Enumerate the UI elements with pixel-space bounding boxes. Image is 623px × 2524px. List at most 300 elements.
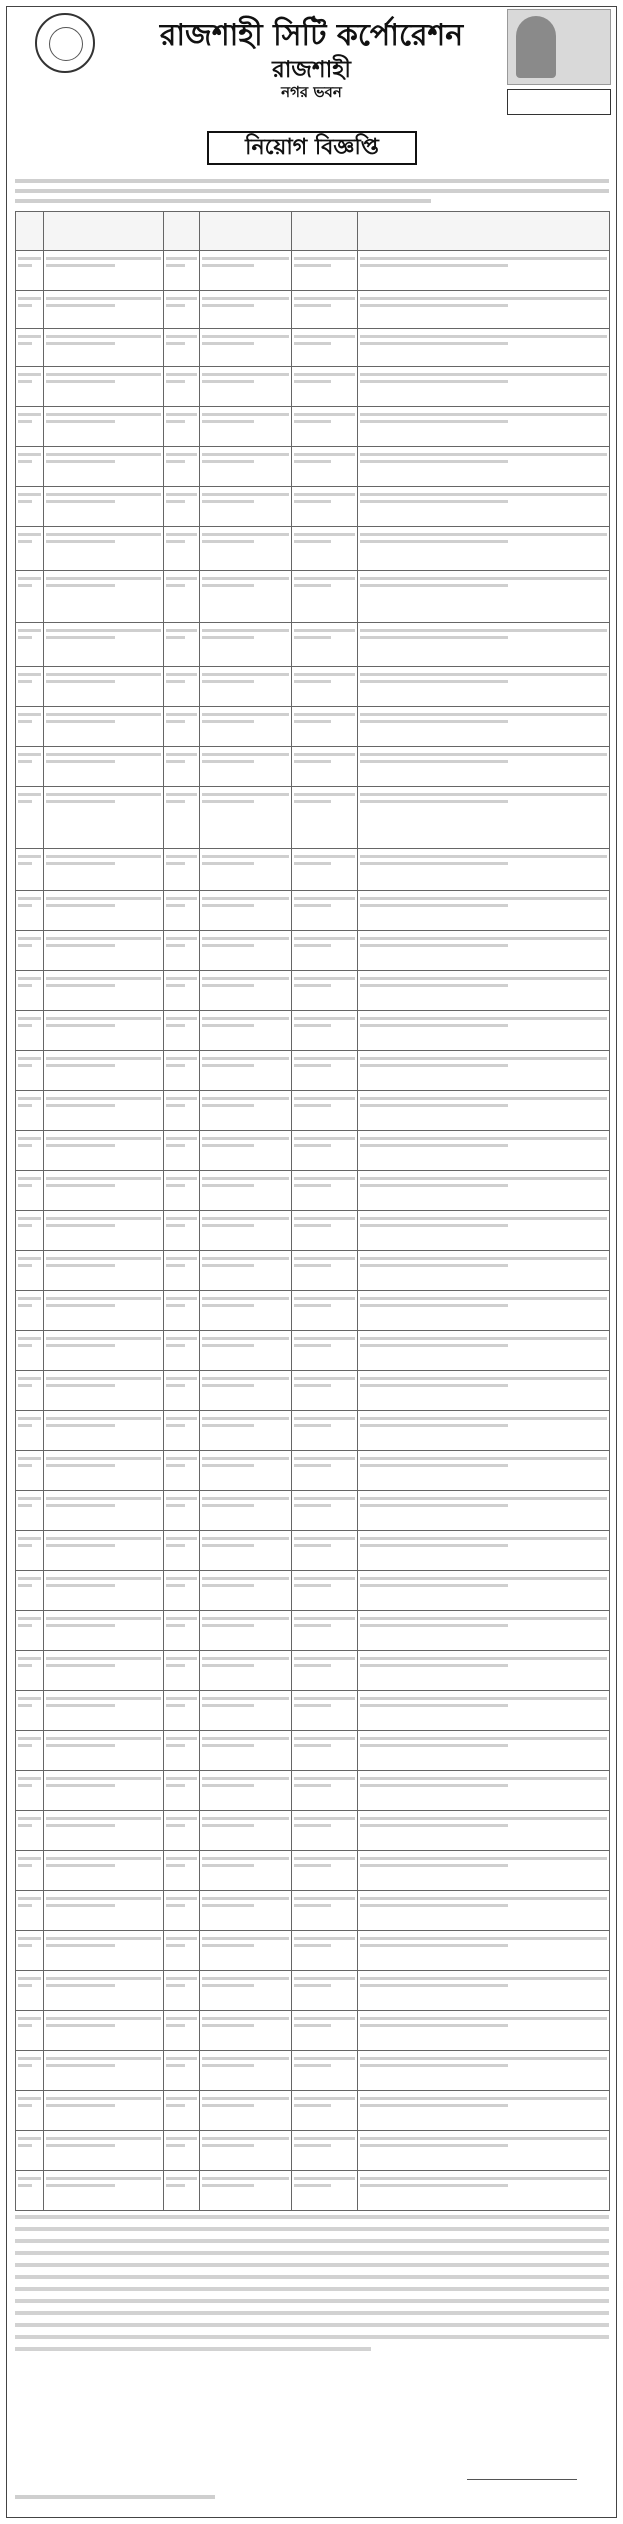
table-row [16,571,610,623]
table-cell [358,1811,610,1851]
table-cell [44,1331,164,1371]
table-row [16,1651,610,1691]
table-cell [16,1531,44,1571]
table-cell [164,407,200,447]
table-cell [292,1251,358,1291]
table-row [16,1611,610,1651]
table-row [16,1011,610,1051]
table-cell [358,2051,610,2091]
table-cell [200,1931,292,1971]
table-cell [292,2131,358,2171]
table-cell [292,329,358,367]
table-cell [164,1131,200,1171]
table-cell [44,2011,164,2051]
table-cell [44,1731,164,1771]
table-cell [164,2131,200,2171]
table-cell [44,571,164,623]
table-row [16,931,610,971]
table-cell [16,1091,44,1131]
table-cell [164,1331,200,1371]
table-cell [292,1531,358,1571]
table-cell [16,447,44,487]
table-cell [16,931,44,971]
table-cell [164,1371,200,1411]
table-cell [164,1611,200,1651]
table-cell [16,407,44,447]
table-cell [358,971,610,1011]
table-cell [200,747,292,787]
col-serial [16,212,44,251]
table-cell [16,667,44,707]
table-row [16,407,610,447]
table-cell [16,2091,44,2131]
table-cell [358,571,610,623]
table-cell [44,747,164,787]
table-cell [200,251,292,291]
document-page [6,6,617,2518]
table-row [16,1971,610,2011]
table-cell [292,251,358,291]
table-cell [292,891,358,931]
table-row [16,1491,610,1531]
table-cell [164,1891,200,1931]
table-cell [358,2171,610,2211]
table-cell [164,1451,200,1491]
table-cell [164,1571,200,1611]
table-row [16,747,610,787]
table-header-row [16,212,610,251]
table-cell [358,747,610,787]
table-cell [358,527,610,571]
table-cell [16,1211,44,1251]
table-cell [16,1451,44,1491]
table-cell [44,1011,164,1051]
table-cell [292,1011,358,1051]
table-cell [358,407,610,447]
table-cell [164,527,200,571]
table-cell [292,1171,358,1211]
terms-section [15,2207,609,2447]
table-cell [44,291,164,329]
table-cell [200,2131,292,2171]
table-cell [358,1051,610,1091]
table-cell [292,623,358,667]
table-cell [16,2011,44,2051]
table-cell [164,623,200,667]
table-cell [164,707,200,747]
table-cell [200,571,292,623]
table-cell [16,1571,44,1611]
table-cell [292,1811,358,1851]
table-cell [358,1091,610,1131]
table-row [16,527,610,571]
table-cell [164,447,200,487]
table-cell [200,971,292,1011]
table-cell [44,707,164,747]
table-cell [44,623,164,667]
table-cell [44,971,164,1011]
col-qualification [358,212,610,251]
table-row [16,1331,610,1371]
table-cell [358,623,610,667]
table-cell [292,1611,358,1651]
table-cell [164,1811,200,1851]
table-cell [200,667,292,707]
table-cell [44,1051,164,1091]
table-cell [292,2091,358,2131]
table-cell [44,487,164,527]
table-cell [358,891,610,931]
table-cell [16,1011,44,1051]
table-cell [200,367,292,407]
notice-header [7,7,616,167]
table-cell [16,2131,44,2171]
table-cell [358,849,610,891]
table-cell [358,931,610,971]
table-cell [292,1571,358,1611]
table-row [16,2171,610,2211]
table-cell [200,1891,292,1931]
table-cell [44,329,164,367]
table-cell [164,1291,200,1331]
table-cell [164,329,200,367]
table-cell [164,1771,200,1811]
table-cell [16,1811,44,1851]
table-cell [16,527,44,571]
table-cell [16,1291,44,1331]
table-cell [164,1491,200,1531]
table-row [16,667,610,707]
col-pay-scale [200,212,292,251]
table-cell [44,1291,164,1331]
table-cell [16,571,44,623]
table-cell [358,251,610,291]
table-cell [358,291,610,329]
table-cell [164,291,200,329]
table-cell [16,367,44,407]
table-cell [292,1331,358,1371]
table-cell [44,1811,164,1851]
table-cell [200,487,292,527]
table-cell [292,1931,358,1971]
table-row [16,1091,610,1131]
slogan-box [507,89,611,115]
signature-block [437,2453,607,2513]
table-cell [358,1651,610,1691]
table-row [16,1931,610,1971]
table-cell [16,787,44,849]
table-row [16,1051,610,1091]
table-cell [164,1251,200,1291]
table-row [16,1411,610,1451]
table-cell [200,1331,292,1371]
table-cell [292,1731,358,1771]
table-cell [164,1931,200,1971]
table-cell [16,707,44,747]
table-cell [44,1691,164,1731]
table-cell [292,291,358,329]
table-cell [292,1771,358,1811]
table-cell [292,571,358,623]
col-count [164,212,200,251]
table-cell [164,1051,200,1091]
table-cell [292,487,358,527]
table-cell [44,1611,164,1651]
table-cell [358,1251,610,1291]
table-cell [164,1011,200,1051]
table-cell [292,2051,358,2091]
table-row [16,1291,610,1331]
table-row [16,367,610,407]
table-cell [200,447,292,487]
table-cell [44,1851,164,1891]
table-cell [200,1051,292,1091]
table-cell [164,1651,200,1691]
table-row [16,329,610,367]
table-cell [16,1971,44,2011]
table-cell [16,291,44,329]
table-cell [200,2051,292,2091]
table-cell [200,1611,292,1651]
table-cell [44,931,164,971]
table-cell [16,1691,44,1731]
table-cell [44,1451,164,1491]
table-cell [200,707,292,747]
office-name: নগর ভবন [281,83,342,101]
table-cell [44,1211,164,1251]
table-cell [358,1931,610,1971]
table-row [16,2131,610,2171]
table-cell [200,1651,292,1691]
table-cell [292,1691,358,1731]
table-cell [358,1531,610,1571]
signature-scribble [467,2453,577,2480]
table-cell [44,527,164,571]
table-cell [200,291,292,329]
table-cell [200,1131,292,1171]
table-cell [358,1571,610,1611]
table-cell [292,1491,358,1531]
table-row [16,1811,610,1851]
table-cell [164,1211,200,1251]
table-cell [200,1851,292,1891]
col-age [292,212,358,251]
table-row [16,891,610,931]
table-cell [164,2091,200,2131]
table-cell [44,1131,164,1171]
table-cell [164,571,200,623]
table-cell [358,1171,610,1211]
table-cell [164,849,200,891]
table-cell [200,1291,292,1331]
table-cell [44,1411,164,1451]
city-name: রাজশাহী [272,57,351,83]
table-cell [16,1651,44,1691]
table-cell [292,1051,358,1091]
table-cell [200,1571,292,1611]
table-cell [292,1411,358,1451]
table-cell [200,2091,292,2131]
table-row [16,291,610,329]
table-cell [200,407,292,447]
table-cell [16,1371,44,1411]
table-cell [164,1531,200,1571]
table-cell [16,1251,44,1291]
table-cell [200,1211,292,1251]
table-cell [44,367,164,407]
table-row [16,1691,610,1731]
table-cell [292,1891,358,1931]
table-cell [16,849,44,891]
table-cell [200,787,292,849]
table-cell [164,1411,200,1451]
table-row [16,623,610,667]
table-cell [16,329,44,367]
table-cell [292,787,358,849]
table-cell [358,1411,610,1451]
table-cell [358,1691,610,1731]
table-cell [292,1131,358,1171]
table-cell [358,329,610,367]
table-cell [44,891,164,931]
table-cell [164,971,200,1011]
table-cell [44,407,164,447]
table-row [16,1771,610,1811]
table-cell [16,971,44,1011]
table-row [16,447,610,487]
table-cell [200,623,292,667]
table-cell [358,1131,610,1171]
table-cell [200,2171,292,2211]
table-cell [44,2051,164,2091]
table-row [16,2011,610,2051]
table-cell [200,1531,292,1571]
table-cell [44,667,164,707]
table-cell [292,667,358,707]
table-cell [200,1011,292,1051]
table-cell [358,367,610,407]
table-cell [200,1691,292,1731]
table-row [16,1851,610,1891]
table-cell [358,447,610,487]
table-row [16,1171,610,1211]
table-cell [200,931,292,971]
table-cell [44,1891,164,1931]
table-cell [200,1091,292,1131]
table-cell [44,1491,164,1531]
table-cell [164,891,200,931]
table-cell [200,1371,292,1411]
table-cell [44,447,164,487]
table-cell [44,1571,164,1611]
table-cell [358,1011,610,1051]
table-cell [44,2091,164,2131]
table-cell [44,1771,164,1811]
table-cell [164,251,200,291]
table-row [16,787,610,849]
table-cell [358,1731,610,1771]
table-cell [358,1291,610,1331]
table-row [16,1571,610,1611]
table-cell [164,931,200,971]
table-row [16,1891,610,1931]
table-cell [44,2171,164,2211]
col-post-name [44,212,164,251]
table-cell [16,1731,44,1771]
table-row [16,1251,610,1291]
portrait-image [507,9,611,85]
table-cell [44,1171,164,1211]
table-cell [16,1851,44,1891]
table-cell [358,2091,610,2131]
table-cell [292,1211,358,1251]
table-cell [164,2171,200,2211]
table-cell [358,787,610,849]
table-cell [16,1411,44,1451]
organization-name: রাজশাহী সিটি কর্পোরেশন [159,18,464,53]
table-cell [358,2011,610,2051]
table-cell [44,787,164,849]
table-row [16,1531,610,1571]
table-cell [292,931,358,971]
table-row [16,1371,610,1411]
vacancy-table [15,211,609,2191]
table-cell [164,787,200,849]
table-cell [164,487,200,527]
table-cell [16,487,44,527]
table-cell [164,1731,200,1771]
table-cell [358,1331,610,1371]
table-cell [358,2131,610,2171]
table-cell [164,1851,200,1891]
table-cell [44,1251,164,1291]
table-cell [16,1611,44,1651]
table-cell [358,1971,610,2011]
table-cell [200,849,292,891]
table-cell [292,1971,358,2011]
table-cell [292,1451,358,1491]
table-row [16,1731,610,1771]
table-cell [44,1651,164,1691]
table-cell [44,2131,164,2171]
table-row [16,1451,610,1491]
table-cell [16,251,44,291]
table-cell [292,1291,358,1331]
table-cell [292,2011,358,2051]
table-cell [16,1051,44,1091]
table-cell [292,971,358,1011]
table-cell [358,707,610,747]
table-cell [292,1851,358,1891]
table-row [16,251,610,291]
table-cell [16,1171,44,1211]
table-cell [200,1251,292,1291]
table-cell [44,1371,164,1411]
table-cell [164,2051,200,2091]
table-cell [44,1531,164,1571]
table-cell [44,251,164,291]
table-cell [358,1491,610,1531]
table-cell [358,1851,610,1891]
table-cell [358,1451,610,1491]
table-cell [292,407,358,447]
table-row [16,1131,610,1171]
table-cell [200,891,292,931]
table-cell [200,1811,292,1851]
table-cell [44,849,164,891]
table-cell [16,623,44,667]
table-cell [358,1371,610,1411]
